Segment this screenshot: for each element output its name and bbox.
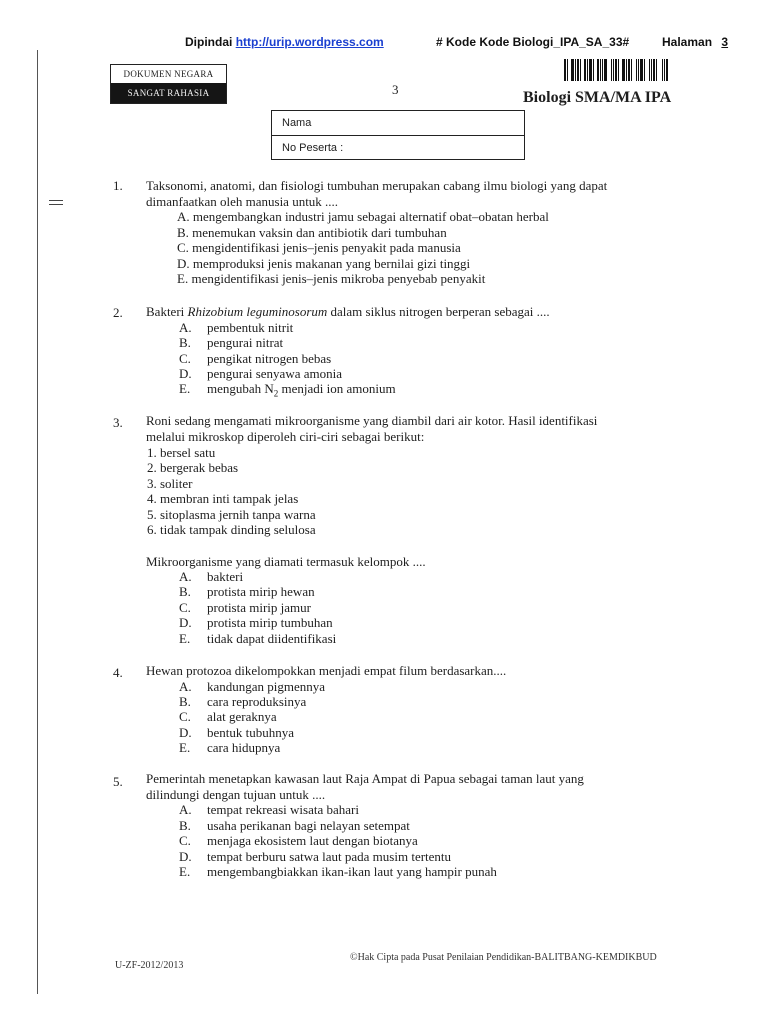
barcode-bar	[618, 59, 619, 81]
answer-option[interactable]: pengurai nitrat	[207, 335, 284, 350]
question-number: 3.	[113, 415, 123, 430]
answer-option[interactable]: menjaga ekosistem laut dengan biotanya	[207, 833, 418, 848]
question-number: 5.	[113, 774, 123, 789]
option-letter: D.	[179, 366, 192, 381]
barcode-bar	[613, 59, 614, 81]
option-letter: A.	[179, 679, 192, 694]
question-stem-line: Roni sedang mengamati mikroorganisme yang diambil dari air kotor. Hasil identifikasi	[146, 413, 598, 428]
barcode-bar	[582, 59, 583, 81]
answer-option[interactable]: mengembangbiakkan ikan-ikan laut yang hampir punah	[207, 864, 497, 879]
option-letter: A.	[179, 320, 192, 335]
answer-option[interactable]: E. mengidentifikasi jenis–jenis mikroba penyebab penyakit	[177, 271, 486, 286]
barcode-bar	[636, 59, 637, 81]
answer-option[interactable]: usaha perikanan bagi nelayan setempat	[207, 818, 410, 833]
option-letter: D.	[179, 849, 192, 864]
option-letter: E.	[179, 381, 191, 396]
option-letter: E.	[179, 740, 191, 755]
barcode-bar	[575, 59, 576, 81]
barcode-bar	[600, 59, 601, 81]
barcode-bar	[580, 59, 581, 81]
scan-page-edge	[37, 50, 38, 994]
question-stem-line: Taksonomi, anatomi, dan fisiologi tumbuhan merupakan cabang ilmu biologi yang dapat	[146, 178, 608, 193]
barcode-bar	[604, 59, 607, 81]
barcode-bar	[653, 59, 655, 81]
feature-item: 5. sitoplasma jernih tanpa warna	[147, 507, 316, 522]
question-number: 4.	[113, 665, 123, 680]
question-stem-line: melalui mikroskop diperoleh ciri-ciri sebagai berikut:	[146, 429, 425, 444]
barcode-bar	[640, 59, 643, 81]
option-letter: B.	[179, 335, 191, 350]
barcode-bar	[602, 59, 603, 81]
page-center-number: 3	[392, 82, 399, 97]
barcode-bar	[569, 59, 570, 81]
answer-option[interactable]: bakteri	[207, 569, 244, 584]
answer-option[interactable]: protista mirip jamur	[207, 600, 311, 615]
barcode-bar	[608, 59, 610, 81]
participant-label: No Peserta :	[282, 141, 344, 154]
answer-option[interactable]: cara reproduksinya	[207, 694, 307, 709]
answer-option[interactable]: A. mengembangkan industri jamu sebagai alternatif obat–obatan herbal	[177, 209, 549, 224]
question-stem-line: Pemerintah menetapkan kawasan laut Raja Ampat di Papua sebagai taman laut yang	[146, 771, 584, 786]
barcode-bar	[595, 59, 596, 81]
answer-option[interactable]: pembentuk nitrit	[207, 320, 294, 335]
answer-option[interactable]: B. menemukan vaksin dan antibiotik dari tumbuhan	[177, 225, 447, 240]
question-stem-line: Hewan protozoa dikelompokkan menjadi empat filum berdasarkan....	[146, 663, 507, 678]
answer-option[interactable]: alat geraknya	[207, 709, 277, 724]
name-label: Nama	[282, 117, 312, 129]
barcode-bar	[587, 59, 588, 81]
barcode-bar	[631, 59, 632, 81]
name-row[interactable]	[272, 111, 524, 135]
barcode-bar	[646, 59, 648, 81]
question-number: 1.	[113, 178, 123, 193]
answer-option[interactable]: tempat berburu satwa laut pada musim tertentu	[207, 849, 452, 864]
option-letter: E.	[179, 864, 191, 879]
barcode-bar	[633, 59, 635, 81]
answer-option[interactable]: pengikat nitrogen bebas	[207, 351, 332, 366]
barcode-bar	[577, 59, 579, 81]
scan-prefix: Dipindai	[185, 35, 233, 49]
barcode-bar	[584, 59, 586, 81]
answer-option[interactable]: protista mirip hewan	[207, 584, 315, 599]
scan-source-link[interactable]: http://urip.wordpress.com	[235, 35, 384, 49]
barcode-bar	[622, 59, 625, 81]
answer-option[interactable]: bentuk tubuhnya	[207, 725, 295, 740]
option-letter: B.	[179, 818, 191, 833]
option-letter: A.	[179, 569, 192, 584]
barcode-bar	[593, 59, 594, 81]
page-label: Halaman	[662, 35, 713, 49]
question-stem-line: dilindungi dengan tujuan untuk ....	[146, 787, 326, 802]
question-number: 2.	[113, 305, 123, 320]
classification-badge	[110, 64, 227, 104]
answer-option[interactable]: D. memproduksi jenis makanan yang bernilai gizi tinggi	[177, 256, 471, 271]
answer-option[interactable]: tidak dapat diidentifikasi	[207, 631, 337, 646]
feature-item: 3. soliter	[147, 476, 193, 491]
option-letter: E.	[179, 631, 191, 646]
participant-row[interactable]	[272, 135, 524, 159]
option-letter: A.	[179, 802, 192, 817]
answer-option[interactable]: protista mirip tumbuhan	[207, 615, 333, 630]
barcode-bar	[628, 59, 630, 81]
answer-option[interactable]: C. mengidentifikasi jenis–jenis penyakit pada manusia	[177, 240, 461, 255]
option-letter: C.	[179, 709, 191, 724]
barcode	[564, 59, 682, 81]
option-letter: C.	[179, 600, 191, 615]
option-letter: D.	[179, 615, 192, 630]
badge-bottom-label: SANGAT RAHASIA	[111, 83, 226, 103]
barcode-bar	[626, 59, 627, 81]
page-indicator	[662, 35, 728, 49]
barcode-bar	[644, 59, 645, 81]
barcode-bar	[649, 59, 650, 81]
answer-option[interactable]: mengubah $N_2$ menjadi ion amonium	[207, 381, 396, 399]
barcode-bar	[664, 59, 665, 81]
question-stem-line: Bakteri Rhizobium leguminosorum dalam siklus nitrogen berperan sebagai ....	[146, 304, 550, 319]
question-stem-line: dimanfaatkan oleh manusia untuk ....	[146, 194, 339, 209]
barcode-bar	[656, 59, 657, 81]
feature-item: 1. bersel satu	[147, 445, 216, 460]
badge-top-label: DOKUMEN NEGARA	[123, 69, 214, 79]
answer-option[interactable]: tempat rekreasi wisata bahari	[207, 802, 359, 817]
barcode-bar	[638, 59, 639, 81]
option-letter: C.	[179, 351, 191, 366]
answer-option[interactable]: kandungan pigmennya	[207, 679, 326, 694]
copyright: ©Hak Cipta pada Pusat Penilaian Pendidikan-BALITBANG-KEMDIKBUD	[350, 952, 657, 963]
barcode-bar	[658, 59, 661, 81]
answer-option[interactable]: pengurai senyawa amonia	[207, 366, 343, 381]
option-letter: C.	[179, 833, 191, 848]
barcode-bar	[564, 59, 566, 81]
scan-source	[185, 35, 384, 49]
barcode-bar	[651, 59, 652, 81]
option-letter: B.	[179, 694, 191, 709]
participant-id-box	[271, 110, 525, 160]
barcode-bar	[620, 59, 621, 81]
margin-mark	[49, 200, 63, 208]
page-number: 3	[721, 35, 729, 49]
barcode-bar	[567, 59, 568, 81]
barcode-bar	[611, 59, 612, 81]
option-letter: D.	[179, 725, 192, 740]
barcode-bar	[666, 59, 668, 81]
feature-item: 2. bergerak bebas	[147, 460, 239, 475]
answer-option[interactable]: cara hidupnya	[207, 740, 281, 755]
feature-item: 6. tidak tampak dinding selulosa	[147, 522, 316, 537]
subject-title: Biologi SMA/MA IPA	[523, 89, 672, 106]
question-prompt: Mikroorganisme yang diamati termasuk kelompok ....	[146, 554, 426, 569]
barcode-bar	[615, 59, 617, 81]
barcode-bar	[589, 59, 592, 81]
option-letter: B.	[179, 584, 191, 599]
barcode-bar	[662, 59, 663, 81]
feature-item: 4. membran inti tampak jelas	[147, 491, 299, 506]
barcode-bar	[597, 59, 599, 81]
document-code: # Kode Kode Biologi_IPA_SA_33#	[436, 35, 630, 49]
barcode-bar	[571, 59, 574, 81]
exam-code: U-ZF-2012/2013	[115, 960, 184, 971]
